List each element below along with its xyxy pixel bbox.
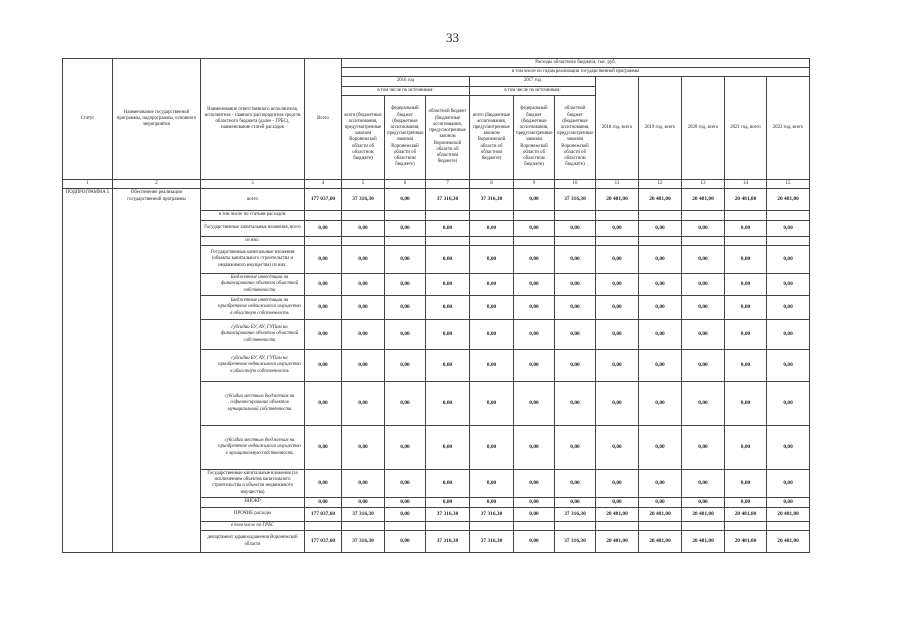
value-cell: 0,00 xyxy=(426,245,470,273)
value-cell: 0,00 xyxy=(725,319,767,349)
row-label: департамент здравоохранения Воронежской области xyxy=(201,531,305,553)
header-program: Наименование государственной программы, подпрограммы, основного мероприятия xyxy=(113,59,201,180)
value-cell: 0,00 xyxy=(470,425,514,469)
value-cell xyxy=(639,521,682,530)
column-number-4: 4 xyxy=(305,179,342,189)
value-cell: 0,00 xyxy=(426,497,470,507)
row-label: Государственные капитальные вложения (за исключением объектов капитального строительства и объектов недвижимого имущества) xyxy=(201,469,305,497)
value-cell: 0,00 xyxy=(639,295,682,319)
value-cell: 0,00 xyxy=(514,220,555,236)
header-2022: 2022 год, всего xyxy=(767,77,810,179)
value-cell: 0,00 xyxy=(767,319,810,349)
column-number-6: 6 xyxy=(385,179,426,189)
value-cell: 0,00 xyxy=(596,497,639,507)
column-number-15: 15 xyxy=(767,179,810,189)
value-cell: 37 316,30 xyxy=(555,507,596,521)
value-cell: 0,00 xyxy=(767,245,810,273)
value-cell: 0,00 xyxy=(725,245,767,273)
value-cell xyxy=(596,521,639,530)
column-number-2: 2 xyxy=(113,179,201,189)
value-cell: 0,00 xyxy=(342,349,385,381)
value-cell: 0,00 xyxy=(555,381,596,425)
value-cell: 0,00 xyxy=(305,469,342,497)
value-cell: 0,00 xyxy=(725,220,767,236)
value-cell: 20 481,00 xyxy=(725,189,767,211)
value-cell xyxy=(639,211,682,220)
value-cell: 0,00 xyxy=(596,381,639,425)
value-cell xyxy=(305,211,342,220)
value-cell: 0,00 xyxy=(596,220,639,236)
value-cell xyxy=(596,236,639,245)
value-cell xyxy=(725,211,767,220)
value-cell: 0,00 xyxy=(682,220,725,236)
value-cell xyxy=(342,521,385,530)
value-cell: 0,00 xyxy=(514,245,555,273)
value-cell: 0,00 xyxy=(426,425,470,469)
value-cell: 0,00 xyxy=(305,295,342,319)
value-cell: 0,00 xyxy=(470,245,514,273)
column-number-5: 5 xyxy=(342,179,385,189)
value-cell: 0,00 xyxy=(385,469,426,497)
value-cell: 0,00 xyxy=(555,349,596,381)
value-cell xyxy=(682,211,725,220)
value-cell: 0,00 xyxy=(555,295,596,319)
value-cell xyxy=(385,211,426,220)
value-cell: 0,00 xyxy=(514,507,555,521)
header-2019: 2019 год, всего xyxy=(639,77,682,179)
value-cell: 177 037,60 xyxy=(305,507,342,521)
value-cell: 0,00 xyxy=(514,319,555,349)
value-cell: 0,00 xyxy=(555,245,596,273)
value-cell: 0,00 xyxy=(682,381,725,425)
value-cell: 0,00 xyxy=(470,319,514,349)
value-cell xyxy=(342,236,385,245)
value-cell: 37 316,30 xyxy=(426,189,470,211)
value-cell: 0,00 xyxy=(767,273,810,295)
row-label: субсидии БУ, АУ, ГУПам на финансирование объектов областной собственности xyxy=(201,319,305,349)
value-cell: 0,00 xyxy=(385,319,426,349)
value-cell: 177 037,60 xyxy=(305,189,342,211)
value-cell: 0,00 xyxy=(305,319,342,349)
header-incl-2017: в том числе по источникам: xyxy=(470,86,596,95)
value-cell: 0,00 xyxy=(470,469,514,497)
row-label: всего xyxy=(201,189,305,211)
value-cell: 0,00 xyxy=(639,245,682,273)
value-cell: 37 316,30 xyxy=(426,507,470,521)
value-cell: 20 481,00 xyxy=(596,531,639,553)
header-status: Статус xyxy=(63,59,113,180)
value-cell: 0,00 xyxy=(470,220,514,236)
value-cell: 37 316,30 xyxy=(470,531,514,553)
value-cell: 20 481,00 xyxy=(725,531,767,553)
value-cell: 0,00 xyxy=(514,531,555,553)
value-cell xyxy=(385,236,426,245)
value-cell: 0,00 xyxy=(767,381,810,425)
value-cell: 0,00 xyxy=(342,425,385,469)
row-label: в том числе по ГРБС xyxy=(201,521,305,530)
column-number-7: 7 xyxy=(426,179,470,189)
value-cell: 0,00 xyxy=(514,273,555,295)
value-cell: 20 481,00 xyxy=(725,507,767,521)
value-cell: 0,00 xyxy=(385,381,426,425)
value-cell: 0,00 xyxy=(470,497,514,507)
value-cell: 0,00 xyxy=(639,220,682,236)
row-label: субсидии местным бюджетам на приобретение недвижимого имущества в муниципальную собственность xyxy=(201,425,305,469)
value-cell: 20 481,00 xyxy=(767,189,810,211)
value-cell xyxy=(555,236,596,245)
value-cell: 0,00 xyxy=(596,349,639,381)
value-cell: 0,00 xyxy=(385,507,426,521)
value-cell: 0,00 xyxy=(342,273,385,295)
header-subgroup-title: в том числе по годам реализации государственной программы xyxy=(342,68,810,77)
header-year-2016: 2016 год xyxy=(342,77,470,86)
value-cell: 0,00 xyxy=(682,425,725,469)
value-cell: 0,00 xyxy=(596,295,639,319)
value-cell: 0,00 xyxy=(305,349,342,381)
value-cell: 20 481,00 xyxy=(682,507,725,521)
table-row xyxy=(63,189,810,211)
value-cell: 20 481,00 xyxy=(682,531,725,553)
value-cell: 0,00 xyxy=(767,295,810,319)
value-cell: 0,00 xyxy=(555,273,596,295)
value-cell: 0,00 xyxy=(385,349,426,381)
value-cell: 0,00 xyxy=(305,497,342,507)
value-cell: 0,00 xyxy=(639,381,682,425)
value-cell: 0,00 xyxy=(426,319,470,349)
value-cell xyxy=(725,236,767,245)
value-cell: 0,00 xyxy=(514,469,555,497)
column-number-10: 10 xyxy=(555,179,596,189)
value-cell: 37 316,30 xyxy=(470,507,514,521)
value-cell: 0,00 xyxy=(682,295,725,319)
header-2016-total: всего (бюджетные ассигнования, предусмотренные законом Воронежской области об областном бюджете) xyxy=(342,95,385,179)
subprogram-status: ПОДПРОГРАММА 5 xyxy=(63,189,113,553)
value-cell: 0,00 xyxy=(682,245,725,273)
value-cell: 0,00 xyxy=(342,319,385,349)
value-cell: 0,00 xyxy=(682,319,725,349)
value-cell: 0,00 xyxy=(305,425,342,469)
value-cell xyxy=(767,236,810,245)
column-number-3: 3 xyxy=(201,179,305,189)
value-cell xyxy=(639,236,682,245)
value-cell: 20 481,00 xyxy=(596,189,639,211)
header-year-2017: 2017 год xyxy=(470,77,596,86)
value-cell: 0,00 xyxy=(470,349,514,381)
value-cell: 0,00 xyxy=(342,295,385,319)
row-label: Государственные капитальные вложения (объекты капитального строительства и недвижимого имущества) из них: xyxy=(201,245,305,273)
value-cell: 20 481,00 xyxy=(767,531,810,553)
value-cell: 0,00 xyxy=(725,497,767,507)
value-cell: 0,00 xyxy=(342,497,385,507)
value-cell: 0,00 xyxy=(725,295,767,319)
value-cell xyxy=(342,211,385,220)
value-cell xyxy=(514,521,555,530)
value-cell: 0,00 xyxy=(514,381,555,425)
column-number-12: 12 xyxy=(639,179,682,189)
value-cell: 0,00 xyxy=(342,469,385,497)
value-cell: 0,00 xyxy=(725,349,767,381)
value-cell: 0,00 xyxy=(385,497,426,507)
value-cell: 0,00 xyxy=(596,245,639,273)
value-cell: 0,00 xyxy=(555,497,596,507)
value-cell xyxy=(470,521,514,530)
row-label: Бюджетные инвестиции на финансирование объектов областной собственности xyxy=(201,273,305,295)
budget-table xyxy=(62,58,810,553)
value-cell: 0,00 xyxy=(342,245,385,273)
value-cell xyxy=(426,236,470,245)
value-cell: 37 316,30 xyxy=(342,531,385,553)
header-2017-fed: федеральный бюджет (бюджетные ассигнования, предусмотренные законом Воронежской области об областном бюджете) xyxy=(514,95,555,179)
value-cell: 0,00 xyxy=(426,349,470,381)
value-cell xyxy=(514,211,555,220)
header-2016-fed: федеральный бюджет (бюджетные ассигнования, предусмотренные законом Воронежской области об областном бюджете) xyxy=(385,95,426,179)
value-cell: 0,00 xyxy=(682,469,725,497)
value-cell: 0,00 xyxy=(639,425,682,469)
value-cell: 0,00 xyxy=(555,319,596,349)
value-cell: 0,00 xyxy=(342,381,385,425)
value-cell: 0,00 xyxy=(342,220,385,236)
value-cell: 20 481,00 xyxy=(596,507,639,521)
row-label: НИОКР xyxy=(201,497,305,507)
row-label: из них: xyxy=(201,236,305,245)
value-cell: 0,00 xyxy=(767,349,810,381)
value-cell: 0,00 xyxy=(470,295,514,319)
column-numbers-row xyxy=(63,179,810,189)
value-cell: 0,00 xyxy=(767,220,810,236)
value-cell: 0,00 xyxy=(555,425,596,469)
value-cell: 0,00 xyxy=(385,189,426,211)
value-cell: 0,00 xyxy=(470,273,514,295)
value-cell: 37 316,30 xyxy=(342,189,385,211)
header-2021: 2021 год, всего xyxy=(725,77,767,179)
value-cell: 0,00 xyxy=(385,531,426,553)
value-cell: 0,00 xyxy=(385,245,426,273)
value-cell: 0,00 xyxy=(305,273,342,295)
value-cell: 0,00 xyxy=(385,220,426,236)
value-cell: 0,00 xyxy=(385,273,426,295)
value-cell: 0,00 xyxy=(767,425,810,469)
value-cell: 0,00 xyxy=(426,295,470,319)
value-cell: 0,00 xyxy=(639,319,682,349)
value-cell: 0,00 xyxy=(639,469,682,497)
row-label: ПРОЧИЕ расходы xyxy=(201,507,305,521)
value-cell: 37 316,30 xyxy=(342,507,385,521)
value-cell xyxy=(470,236,514,245)
value-cell xyxy=(555,211,596,220)
value-cell: 37 316,30 xyxy=(426,531,470,553)
value-cell: 0,00 xyxy=(725,273,767,295)
value-cell: 0,00 xyxy=(426,469,470,497)
value-cell xyxy=(725,521,767,530)
value-cell xyxy=(470,211,514,220)
value-cell: 0,00 xyxy=(639,497,682,507)
value-cell: 20 481,00 xyxy=(639,507,682,521)
value-cell: 0,00 xyxy=(596,469,639,497)
value-cell: 20 481,00 xyxy=(682,189,725,211)
value-cell xyxy=(385,521,426,530)
header-2018: 2018 год, всего xyxy=(596,77,639,179)
column-number-11: 11 xyxy=(596,179,639,189)
value-cell: 0,00 xyxy=(682,349,725,381)
value-cell: 37 316,30 xyxy=(555,531,596,553)
header-2017-reg: областной бюджет (бюджетные ассигнования, предусмотренные законом Воронежской области об областном бюджете) xyxy=(555,95,596,179)
value-cell: 0,00 xyxy=(725,381,767,425)
value-cell xyxy=(682,521,725,530)
value-cell: 0,00 xyxy=(682,273,725,295)
value-cell xyxy=(767,211,810,220)
value-cell xyxy=(514,236,555,245)
value-cell: 20 481,00 xyxy=(639,189,682,211)
value-cell: 0,00 xyxy=(725,469,767,497)
column-number-8: 8 xyxy=(470,179,514,189)
value-cell: 0,00 xyxy=(305,381,342,425)
value-cell: 0,00 xyxy=(426,273,470,295)
value-cell xyxy=(426,521,470,530)
value-cell: 0,00 xyxy=(596,425,639,469)
header-group-title: Расходы областного бюджета, тыс. руб. xyxy=(342,59,810,68)
value-cell xyxy=(682,236,725,245)
row-label: субсидии БУ, АУ, ГУПам на приобретение недвижимого имущества в областную собственность xyxy=(201,349,305,381)
value-cell: 0,00 xyxy=(514,189,555,211)
value-cell xyxy=(305,521,342,530)
header-total: Всего xyxy=(305,59,342,180)
header-2016-reg: областной бюджет (бюджетные ассигнования, предусмотренные законом Воронежской области об областном бюджете) xyxy=(426,95,470,179)
value-cell: 0,00 xyxy=(639,273,682,295)
value-cell: 0,00 xyxy=(385,425,426,469)
value-cell xyxy=(426,211,470,220)
value-cell: 0,00 xyxy=(682,497,725,507)
subprogram-name: Обеспечение реализации государственной программы xyxy=(113,189,201,553)
row-label: субсидии местным бюджетам на софинансирование объектов муниципальной собственности xyxy=(201,381,305,425)
column-number-13: 13 xyxy=(682,179,725,189)
value-cell xyxy=(596,211,639,220)
value-cell: 37 316,30 xyxy=(555,189,596,211)
value-cell: 0,00 xyxy=(767,469,810,497)
value-cell: 20 481,00 xyxy=(639,531,682,553)
value-cell: 0,00 xyxy=(639,349,682,381)
value-cell: 0,00 xyxy=(514,497,555,507)
value-cell: 37 316,30 xyxy=(470,189,514,211)
value-cell: 0,00 xyxy=(514,425,555,469)
row-label: Бюджетные инвестиции на приобретение недвижимого имущества в областную собственность xyxy=(201,295,305,319)
row-label: Государственные капитальные вложения, всего xyxy=(201,220,305,236)
value-cell: 0,00 xyxy=(555,469,596,497)
column-number-14: 14 xyxy=(725,179,767,189)
value-cell: 0,00 xyxy=(514,295,555,319)
value-cell: 0,00 xyxy=(596,319,639,349)
column-number-9: 9 xyxy=(514,179,555,189)
value-cell: 0,00 xyxy=(514,349,555,381)
value-cell xyxy=(767,521,810,530)
value-cell: 0,00 xyxy=(767,497,810,507)
value-cell: 0,00 xyxy=(470,381,514,425)
value-cell: 0,00 xyxy=(725,425,767,469)
value-cell: 177 037,60 xyxy=(305,531,342,553)
value-cell: 0,00 xyxy=(555,220,596,236)
value-cell: 0,00 xyxy=(305,220,342,236)
value-cell xyxy=(305,236,342,245)
value-cell: 20 481,00 xyxy=(767,507,810,521)
header-incl-2016: в том числе по источникам: xyxy=(342,86,470,95)
value-cell: 0,00 xyxy=(596,273,639,295)
header-executor: Наименование ответственного исполнителя, исполнителя - главного распорядителя средств областного бюджета (далее - ГРБС), наименование статей расходов xyxy=(201,59,305,180)
header-2017-total: всего (бюджетные ассигнования, предусмотренные законом Воронежской области об областном бюджете) xyxy=(470,95,514,179)
value-cell xyxy=(555,521,596,530)
value-cell: 0,00 xyxy=(305,245,342,273)
row-label: в том числе по статьям расходов: xyxy=(201,211,305,220)
header-2020: 2020 год, всего xyxy=(682,77,725,179)
column-number-1: 1 xyxy=(63,179,113,189)
value-cell: 0,00 xyxy=(426,381,470,425)
page-number: 33 xyxy=(446,30,459,45)
value-cell: 0,00 xyxy=(426,220,470,236)
value-cell: 0,00 xyxy=(385,295,426,319)
